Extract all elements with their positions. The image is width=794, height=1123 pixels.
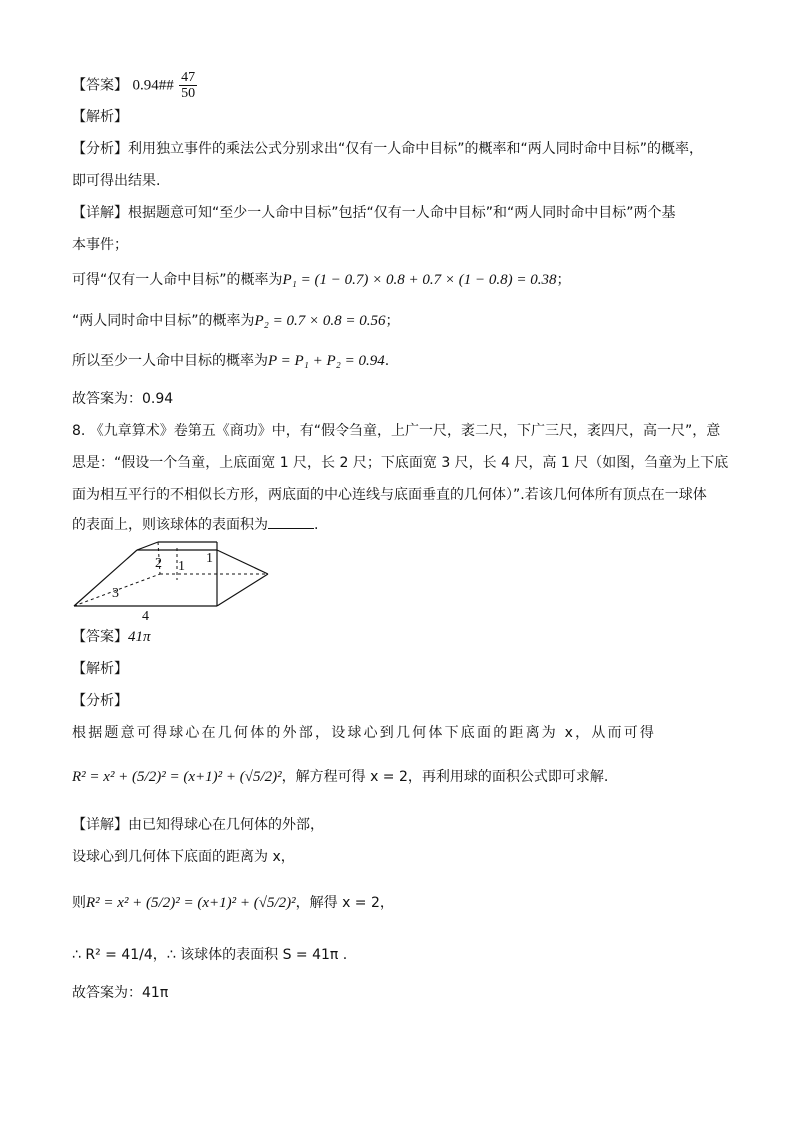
answer-fraction xyxy=(179,70,197,101)
label-bottom-width: 3 xyxy=(112,586,119,601)
ze-text: 则 xyxy=(72,895,86,911)
p2-formula: P₂ = 0.7 × 0.8 = 0.56 xyxy=(254,313,386,329)
q8-stem-line-3: 面为相互平行的不相似长方形，两底面的中心连线与底面垂直的几何体）”.若该几何体所有顶点在一球体 xyxy=(72,487,707,503)
q8-fenxi-formula-line xyxy=(72,766,608,788)
fraction-numerator: 47 xyxy=(181,70,196,85)
stem-text: 的表面上，则该球体的表面积为 xyxy=(72,517,268,533)
label-top-width: 1 xyxy=(206,551,213,566)
p2-text: “两人同时命中目标”的概率为 xyxy=(72,313,255,329)
answer-value: 0.94 xyxy=(132,77,159,94)
q7-analysis-label: 【解析】 xyxy=(72,109,128,125)
label-height: 1 xyxy=(178,559,185,574)
q8-fenxi-line-1: 根据题意可得球心在几何体的外部，设球心到几何体下底面的距离为 x，从而可得 xyxy=(72,725,657,741)
frustum-diagram xyxy=(72,540,282,620)
q7-answer-line xyxy=(72,70,198,101)
answer-separator: ## xyxy=(158,77,174,94)
q7-p-line xyxy=(72,350,389,372)
label-top-length: 2 xyxy=(155,556,162,571)
p-end: . xyxy=(384,353,390,369)
frustum-figure xyxy=(72,540,282,624)
label-bottom-length: 4 xyxy=(142,609,149,620)
q8-analysis-label: 【解析】 xyxy=(72,661,128,677)
q8-final-answer: 故答案为：41π xyxy=(72,985,169,1001)
q8-answer-line xyxy=(72,626,151,648)
q8-fenxi-label: 【分析】 xyxy=(72,693,128,709)
q7-xiangjie-line-1: 【详解】根据题意可知“至少一人命中目标”包括“仅有一人命中目标”和“两人同时命中目标”两个基 xyxy=(72,205,676,221)
q7-fenxi-line-2: 即可得出结果. xyxy=(72,173,161,189)
p1-text: 可得“仅有一人命中目标”的概率为 xyxy=(72,272,283,288)
answer-label: 【答案】 xyxy=(72,629,128,645)
p2-end: ； xyxy=(385,313,400,329)
answer-value: 41π xyxy=(128,629,151,645)
p-text: 所以至少一人命中目标的概率为 xyxy=(72,353,268,369)
q8-therefore-line: ∴ R² = 41/4，∴ 该球体的表面积 S = 41π . xyxy=(72,947,348,963)
q7-final-answer: 故答案为：0.94 xyxy=(72,391,174,407)
xiangjie-formula: R² = x² + (5/2)² = (x+1)² + (√5/2)² xyxy=(86,895,296,911)
stem-end: . xyxy=(314,517,319,533)
q8-stem-line-1: 8. 《九章算术》卷第五《商功》中，有“假令刍童，上广一尺，袤二尺，下广三尺，袤四尺，高一尺”，意 xyxy=(72,423,721,439)
fenxi-formula: R² = x² + (5/2)² = (x+1)² + (√5/2)² xyxy=(72,769,282,785)
answer-blank xyxy=(268,514,314,529)
p-formula: P = P₁ + P₂ = 0.94 xyxy=(268,353,385,369)
q7-fenxi-line-1: 【分析】利用独立事件的乘法公式分别求出“仅有一人命中目标”的概率和“两人同时命中目标”的概率， xyxy=(72,141,704,157)
q8-xiangjie-line-1: 【详解】由已知得球心在几何体的外部， xyxy=(72,817,324,833)
xiangjie-rest: ，解得 x = 2， xyxy=(295,895,394,911)
q7-xiangjie-line-2: 本事件； xyxy=(72,237,128,253)
q8-xiangjie-formula-line xyxy=(72,892,394,914)
q8-stem-line-4 xyxy=(72,514,318,536)
p1-formula: P₁ = (1 − 0.7) × 0.8 + 0.7 × (1 − 0.8) = 0.38 xyxy=(282,272,557,288)
q7-p1-line xyxy=(72,269,570,291)
answer-label: 【答案】 xyxy=(72,77,128,94)
p1-end: ； xyxy=(556,272,571,288)
fraction-denominator: 50 xyxy=(181,86,196,101)
fenxi-rest: ，解方程可得 x = 2，再利用球的面积公式即可求解. xyxy=(281,769,609,785)
q8-stem-line-2: 思是：“假设一个刍童，上底面宽 1 尺，长 2 尺；下底面宽 3 尺，长 4 尺，高 1 尺（如图，刍童为上下底 xyxy=(72,455,729,471)
q7-p2-line xyxy=(72,310,400,332)
q8-xiangjie-line-2: 设球心到几何体下底面的距离为 x， xyxy=(72,849,295,865)
